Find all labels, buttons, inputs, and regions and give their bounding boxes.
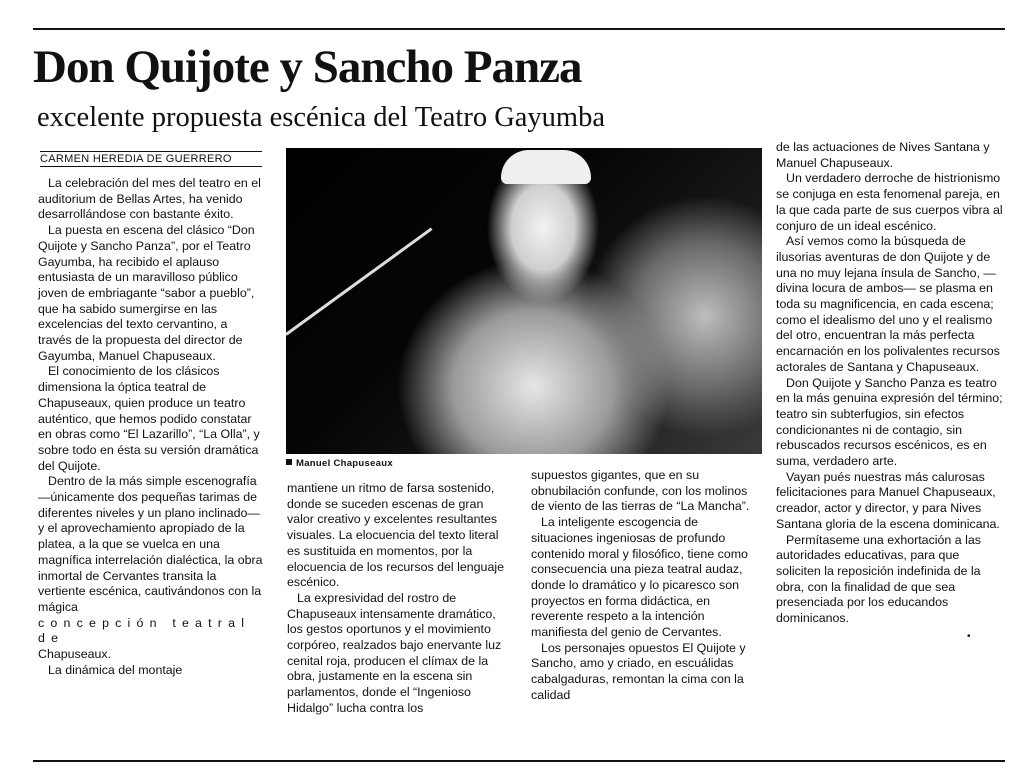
paragraph-spaced-line: concepción teatral de: [38, 615, 251, 646]
paragraph: La expresividad del rostro de Chapuseaux intensamente dramático, los gestos oportunos y el movimiento corpóreo, realzados bajo enervante luz cenital roja, producen el clímax de la obra, justamente en la escena sin parlamentos, donde el “Ingenioso Hidalgo” lucha contra los: [287, 590, 502, 715]
paragraph: Dentro de la más simple escenografía —únicamente dos pequeñas tarimas de diferentes niveles y un plano inclinado— y el aprovechamiento apropiado de la platea, a la que se vuelca en una magnífica interrelación dialéctica, la obra inmortal de Cervantes transita la vertiente escénica, cautivándonos con la mágica: [38, 474, 263, 614]
paragraph-end: Chapuseaux.: [38, 647, 112, 662]
caption-bullet-icon: [286, 459, 292, 465]
paragraph: Los personajes opuestos El Quijote y Sancho, amo y criado, en escuálidas cabalgaduras, remontan la cima con la calidad: [531, 640, 746, 702]
paragraph: Vayan pués nuestras más calurosas felicitaciones para Manuel Chapuseaux, creador, actor y director, y para Nives Santana gloria de la escena dominicana.: [776, 469, 1000, 531]
photo-caption-text: Manuel Chapuseaux: [296, 458, 393, 469]
paragraph: La puesta en escena del clásico “Don Quijote y Sancho Panza”, por el Teatro Gayumba, ha recibido el aplauso entusiasta de un maravilloso público joven de embriagante “sabor a pueblo”, que ha sabido sumergirse en las excelencias del texto cervantino, a través de la propuesta del director de Gayumba, Manuel Chapuseaux.: [38, 223, 255, 363]
paragraph: La dinámica del montaje: [48, 662, 183, 677]
paragraph: Así vemos como la búsqueda de ilusorias aventuras de don Quijote y de una no muy lejana ínsula de Sancho, —divina locura de ambos— se plasma en toda su magnificencia, en cada escena; como el idealismo del uno y el realismo del otro, encuentran la más perfecta encarnación en los polivalentes recursos actorales de Santana y Chapuseaux.: [776, 234, 1000, 374]
photo-caption: [286, 458, 393, 469]
stray-mark: •: [967, 631, 971, 642]
article-column-2: [287, 481, 513, 717]
photo-sword: [286, 227, 433, 335]
article-column-3: [531, 468, 759, 704]
paragraph: La celebración del mes del teatro en el auditorium de Bellas Artes, ha venido desarrollándose con bastante éxito.: [38, 176, 261, 222]
bottom-rule: [33, 760, 1005, 762]
paragraph: El conocimiento de los clásicos dimensiona la óptica teatral de Chapuseaux, quien produce un teatro auténtico, que hemos podido constatar en obras como “El Lazarillo”, “La Olla”, y sobre todo en ésta su versión dramática del Quijote.: [38, 364, 260, 473]
paragraph: Permítaseme una exhortación a las autoridades educativas, para que soliciten la reposición indefinida de la obra, con la finalidad de que sea presenciada por los educandos dominicanos.: [776, 532, 981, 626]
article-column-1: [38, 176, 264, 679]
byline: CARMEN HEREDIA DE GUERRERO: [40, 151, 262, 167]
paragraph: Don Quijote y Sancho Panza es teatro en la más genuina expresión del término; teatro sin subterfugios, sin efectos condicionantes ni de contagio, sin rebuscados recursos escénicos, es en suma, verdadero arte.: [776, 375, 1003, 469]
paragraph: de las actuaciones de Nives Santana y Manuel Chapuseaux.: [776, 140, 990, 170]
subheadline: excelente propuesta escénica del Teatro Gayumba: [37, 102, 605, 133]
headline: Don Quijote y Sancho Panza: [33, 41, 582, 93]
photo-headband: [501, 150, 591, 184]
paragraph: Un verdadero derroche de histrionismo se conjuga en esta fenomenal pareja, en la que cada parte de sus cuerpos vibra al conjuro de un ideal escénico.: [776, 171, 1003, 233]
top-rule: [33, 28, 1005, 30]
paragraph: La inteligente escogencia de situaciones ingeniosas de profundo contenido moral y filosófico, tiene como consecuencia una pieza teatral audaz, donde lo dramático y lo picaresco son proyectos en forma didáctica, en reverente respeto a la intención manifiesta del genio de Cervantes.: [531, 515, 748, 640]
paragraph: supuestos gigantes, que en su obnubilación confunde, con los molinos de viento de las tierras de “La Mancha”.: [531, 468, 750, 514]
paragraph: mantiene un ritmo de farsa sostenido, donde se suceden escenas de gran valor creativo y excelentes resultantes visuales. La elocuencia del texto literal es sustituida en momentos, por la elocuencia de los recursos del lenguaje escénico.: [287, 481, 504, 590]
article-column-4: [776, 140, 1004, 627]
article-photo: [286, 148, 762, 454]
